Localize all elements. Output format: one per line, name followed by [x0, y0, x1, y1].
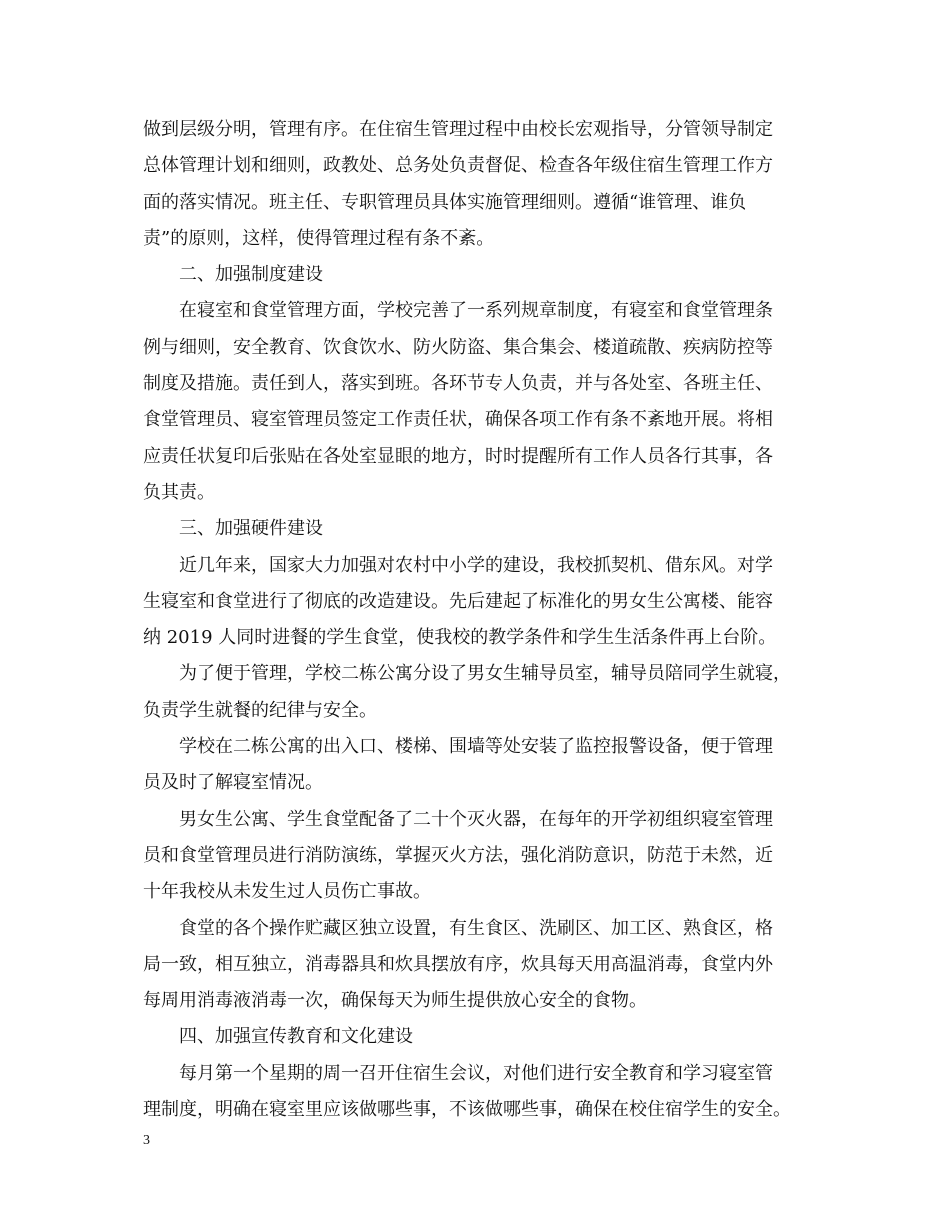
text-line: 二、加强制度建设	[179, 264, 323, 286]
text-line: 员及时了解寝室情况。	[143, 772, 323, 794]
text-line: 男女生公寓、学生食堂配备了二十个灭火器，在每年的开学初组织寝室管理	[179, 808, 773, 830]
text-line: 员和食堂管理员进行消防演练，掌握灭火方法，强化消防意识，防范于未然，近	[143, 844, 773, 866]
text-line: 例与细则，安全教育、饮食饮水、防火防盗、集合集会、楼道疏散、疾病防控等	[143, 336, 773, 358]
text-line: 应责任状复印后张贴在各处室显眼的地方，时时提醒所有工作人员各行其事，各	[143, 445, 773, 467]
page-number: 3	[143, 1133, 150, 1148]
text-line: 责”的原则，这样，使得管理过程有条不紊。	[143, 227, 495, 249]
text-line: 近几年来，国家大力加强对农村中小学的建设，我校抓契机、借东风。对学	[179, 554, 773, 576]
text-line: 局一致，相互独立，消毒器具和炊具摆放有序，炊具每天用高温消毒，食堂内外	[143, 953, 773, 975]
text-line: 每周用消毒液消毒一次，确保每天为师生提供放心安全的食物。	[143, 990, 647, 1012]
text-line: 做到层级分明，管理有序。在住宿生管理过程中由校长宏观指导，分管领导制定	[143, 119, 773, 140]
text-line: 为了便于管理，学校二栋公寓分设了男女生辅导员室，辅导员陪同学生就寝，	[179, 663, 791, 685]
text-line: 每月第一个星期的周一召开住宿生会议，对他们进行安全教育和学习寝室管	[179, 1062, 773, 1084]
text-line: 负责学生就餐的纪律与安全。	[143, 699, 377, 721]
text-line: 制度及措施。责任到人，落实到班。各环节专人负责，并与各处室、各班主任、	[143, 373, 773, 395]
text-line: 三、加强硬件建设	[179, 518, 323, 540]
text-line: 面的落实情况。班主任、专职管理员具体实施管理细则。遵循“谁管理、谁负	[143, 191, 747, 213]
text-line: 负其责。	[143, 481, 215, 503]
text-line: 理制度，明确在寝室里应该做哪些事，不该做哪些事，确保在校住宿学生的安全。	[143, 1099, 791, 1121]
text-line: 食堂管理员、寝室管理员签定工作责任状，确保各项工作有条不紊地开展。将相	[143, 409, 773, 431]
text-line: 总体管理计划和细则，政教处、总务处负责督促、检查各年级住宿生管理工作方	[143, 155, 773, 177]
text-line: 生寝室和食堂进行了彻底的改造建设。先后建起了标准化的男女生公寓楼、能容	[143, 590, 773, 612]
document-body-text	[143, 112, 815, 1128]
text-line: 四、加强宣传教育和文化建设	[179, 1026, 413, 1048]
text-line: 在寝室和食堂管理方面，学校完善了一系列规章制度，有寝室和食堂管理条	[179, 300, 773, 322]
text-line: 食堂的各个操作贮藏区独立设置，有生食区、洗刷区、加工区、熟食区，格	[179, 917, 773, 939]
text-line: 纳 2019 人同时进餐的学生食堂，使我校的教学条件和学生生活条件再上台阶。	[143, 627, 777, 649]
text-line: 学校在二栋公寓的出入口、楼梯、围墙等处安装了监控报警设备，便于管理	[179, 736, 773, 758]
text-line: 十年我校从未发生过人员伤亡事故。	[143, 881, 431, 903]
